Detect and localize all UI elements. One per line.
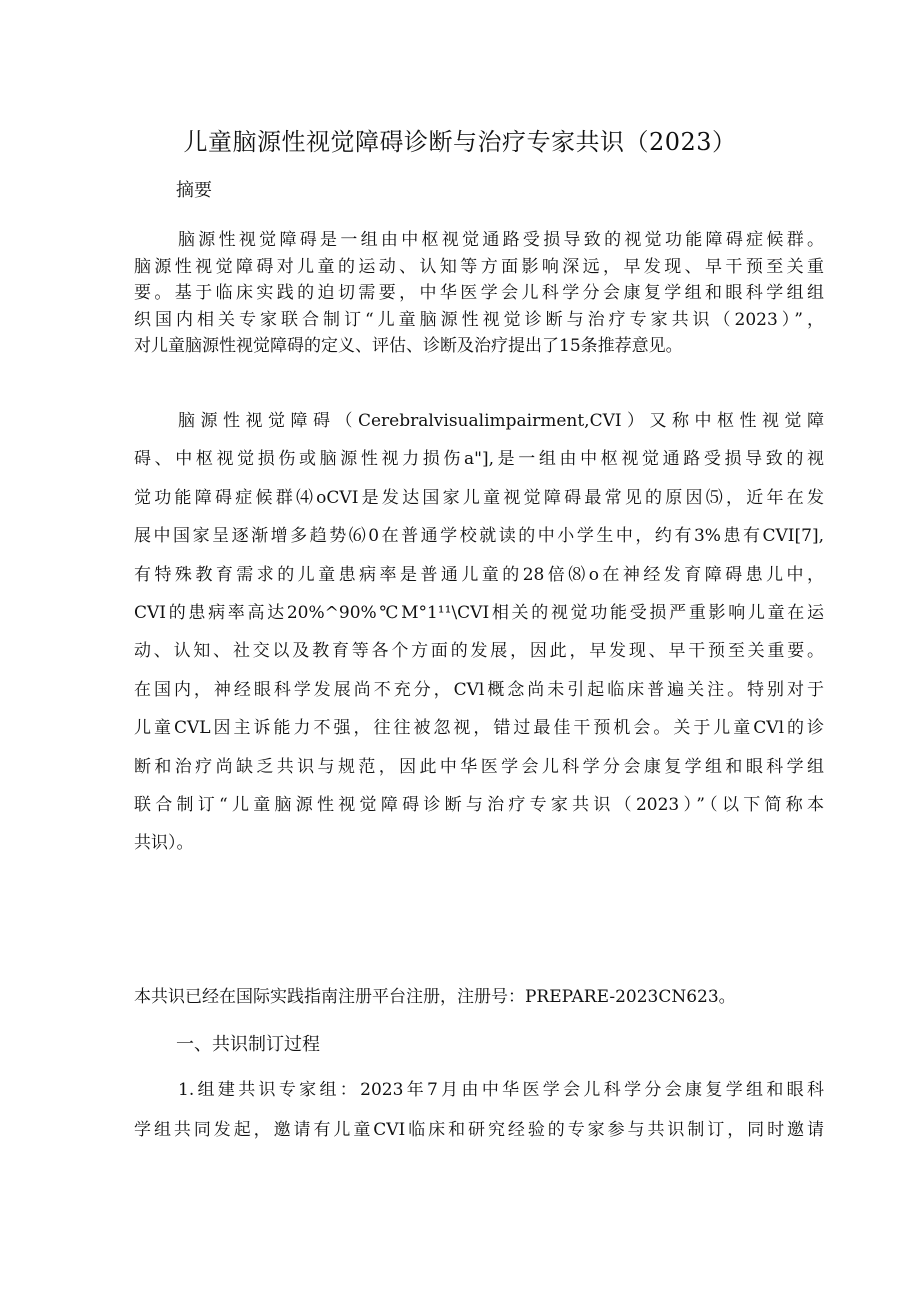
registration-line: 本共识已经在国际实践指南注册平台注册，注册号：PREPARE-2023CN623。	[134, 987, 736, 1007]
abstract-line: 对儿童脑源性视觉障碍的定义、评估、诊断及治疗提出了15条推荐意见。	[134, 336, 683, 356]
body-line: 在国内，神经眼科学发展尚不充分，CVl概念尚未引起临床普遍关注。特别对于	[134, 679, 824, 700]
abstract-line: 织国内相关专家联合制订“儿童脑源性视觉诊断与治疗专家共识（2023）”，	[134, 309, 824, 330]
body-line: 儿童CVL因主诉能力不强，往往被忽视，错过最佳干预机会。关于儿童CVl的诊	[134, 718, 824, 739]
registration-note	[134, 982, 824, 1012]
abstract-line: 脑源性视觉障碍对儿童的运动、认知等方面影响深远，早发现、早干预至关重	[134, 256, 824, 277]
body-line: 联合制订“儿童脑源性视觉障碍诊断与治疗专家共识（2023）”（以下简称本	[134, 795, 824, 816]
body-line: 共识）。	[134, 833, 194, 854]
abstract-paragraph	[134, 227, 824, 360]
body-line: 碍、中枢视觉损伤或脑源性视力损伤a"],是一组由中枢视觉通路受损导致的视	[134, 449, 824, 470]
document-title: 儿童脑源性视觉障碍诊断与治疗专家共识（2023）	[183, 128, 737, 156]
body-line: 脑源性视觉障碍（Cerebralvisualimpairment,CVI）又称中枢性视觉障	[178, 411, 824, 431]
section-heading: 一、共识制订过程	[176, 1034, 320, 1055]
body-line: 觉功能障碍症候群⑷oCVI是发达国家儿童视觉障碍最常见的原因⑸，近年在发	[134, 487, 824, 508]
abstract-heading: 摘要	[176, 180, 212, 201]
abstract-line: 要。基于临床实践的迫切需要，中华医学会儿科学分会康复学组和眼科学组组	[134, 283, 824, 303]
body-line: CVI的患病率高达20%^90%℃M°1¹¹\CVI相关的视觉功能受损严重影响儿童在运	[134, 603, 824, 624]
body-line: 有特殊教育需求的儿童患病率是普通儿童的28倍⑻o在神经发育障碍患儿中，	[134, 564, 824, 585]
body-line: 断和治疗尚缺乏共识与规范，因此中华医学会儿科学分会康复学组和眼科学组	[134, 756, 824, 777]
body-line: 动、认知、社交以及教育等各个方面的发展，因此，早发现、早干预至关重要。	[134, 641, 824, 662]
body-line: 展中国家呈逐渐增多趋势⑹0在普通学校就读的中小学生中，约有3%患有CVI[7],	[134, 526, 824, 547]
abstract-line: 脑源性视觉障碍是一组由中枢视觉通路受损导致的视觉功能障碍症候群。	[178, 230, 824, 250]
numbered-item-1	[134, 1070, 824, 1150]
numbered-line: 学组共同发起，邀请有儿童CVI临床和研究经验的专家参与共识制订，同时邀请	[134, 1120, 824, 1140]
numbered-line: 1.组建共识专家组：2023年7月由中华医学会儿科学分会康复学组和眼科	[178, 1080, 824, 1100]
body-paragraph	[134, 402, 824, 863]
